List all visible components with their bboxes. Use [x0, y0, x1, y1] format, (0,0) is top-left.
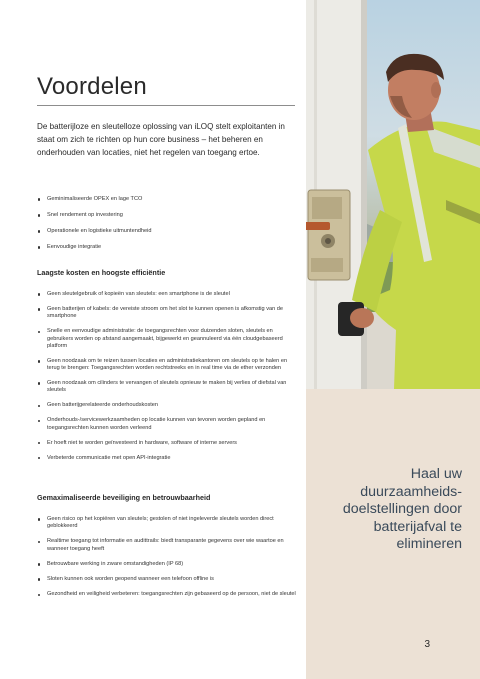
- list-item: Betrouwbare werking in zware omstandigheden (IP 68): [37, 561, 299, 568]
- list-item: Sloten kunnen ook worden geopend wanneer een telefoon offline is: [37, 576, 299, 583]
- callout-quote: Haal uw duurzaamheids-doelstellingen door batterijafval te elimineren: [342, 466, 462, 552]
- title-divider: [37, 105, 295, 106]
- list-item: Geen batterijgerelateerde onderhoudskosten: [37, 402, 299, 409]
- security-list: [37, 516, 299, 607]
- technician-illustration: [306, 0, 480, 389]
- list-item: Snel rendement op investering: [37, 212, 299, 219]
- list-item: Geminimaliseerde OPEX en lage TCO: [37, 196, 299, 203]
- costs-list: [37, 291, 299, 470]
- list-item: Geen risico op het kopiëren van sleutels; gestolen of niet ingeleverde sleutels worden direct geblokkeerd: [37, 516, 299, 531]
- benefits-list: [37, 196, 299, 260]
- list-item: Operationele en logistieke uitmuntendheid: [37, 228, 299, 235]
- list-item: Realtime toegang tot informatie en audittrails: biedt transparante gegevens over wie waartoe en wanneer toegang heeft: [37, 538, 299, 553]
- list-item: Snelle en eenvoudige administratie: de toegangsrechten voor duizenden sloten, sleutels en gebruikers worden op afstand aangemaakt, bijgewerkt en geannuleerd via één cloudgebaseerd platform: [37, 328, 299, 350]
- section-heading-security: Gemaximaliseerde beveiliging en betrouwbaarheid: [37, 493, 211, 502]
- list-item: Geen batterijen of kabels: de vereiste stroom om het slot te kunnen openen is afkomstig van de smartphone: [37, 306, 299, 321]
- list-item: Geen noodzaak om cilinders te vervangen of sleutels opnieuw te maken bij verlies of diefstal van sleutels: [37, 380, 299, 395]
- list-item: Eenvoudige integratie: [37, 244, 299, 251]
- list-item: Verbeterde communicatie met open API-integratie: [37, 455, 299, 462]
- list-item: Onderhouds-/servicewerkzaamheden op locatie kunnen van tevoren worden gepland en toegangsrechten kunnen worden verleend: [37, 417, 299, 432]
- worker-photo: [306, 0, 480, 389]
- side-panel: [306, 0, 480, 679]
- section-heading-costs: Laagste kosten en hoogste efficiëntie: [37, 268, 166, 277]
- intro-paragraph: De batterijloze en sleutelloze oplossing van iLOQ stelt exploitanten in staat om zich te richten op hun core business – het beheren en onderhouden van locaties, niet het regelen van toegang ertoe.: [37, 122, 285, 158]
- list-item: Geen noodzaak om te reizen tussen locaties en administratiekantoren om sleutels op te halen en terug te brengen: Toegangsrechten worden rechtstreeks en in real time via de ether verzonden: [37, 358, 299, 373]
- list-item: Geen sleutelgebruik of kopieën van sleutels: een smartphone is de sleutel: [37, 291, 299, 298]
- list-item: Gezondheid en veiligheid verbeteren: toegangsrechten zijn gebaseerd op de persoon, niet de sleutel: [37, 591, 299, 598]
- page-title: Voordelen: [37, 73, 147, 100]
- list-item: Er hoeft niet te worden geïnvesteerd in hardware, software of interne servers: [37, 440, 299, 447]
- page-number: 3: [424, 639, 430, 650]
